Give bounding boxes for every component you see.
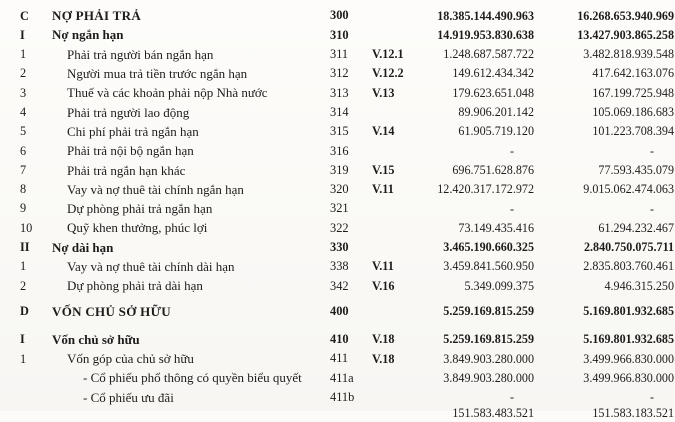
row-amount-beginning: 61.294.232.467 — [598, 220, 674, 235]
table-row — [0, 25, 675, 44]
table-row — [0, 257, 675, 276]
table-row — [0, 102, 675, 121]
table-row — [0, 301, 675, 320]
row-item-label: Vốn chủ sở hữu — [52, 331, 140, 347]
row-code: 411 — [330, 351, 349, 366]
table-row — [0, 160, 675, 179]
row-item-label: Quỹ khen thưởng, phúc lợi — [67, 220, 208, 236]
row-amount-ending: 3.849.903.280.000 — [443, 370, 534, 385]
row-code: 314 — [330, 104, 349, 119]
table-row — [0, 199, 675, 218]
row-index: D — [20, 303, 29, 318]
table-row — [0, 218, 675, 237]
row-item-label: Phải trả ngắn hạn khác — [67, 162, 186, 178]
row-code: 342 — [330, 278, 349, 293]
table-row — [0, 122, 675, 141]
table-row — [0, 276, 675, 295]
row-amount-ending: 3.459.841.560.950 — [443, 259, 534, 274]
row-item-label: - Cổ phiếu ưu đãi — [83, 389, 174, 405]
row-amount-ending: 696.751.628.876 — [452, 162, 534, 177]
row-code: 411b — [330, 390, 355, 405]
row-code: 400 — [330, 303, 349, 318]
row-amount-beginning: 16.268.653.940.969 — [577, 8, 674, 23]
row-index: 1 — [20, 47, 27, 62]
row-code: 330 — [330, 240, 349, 254]
row-code: 411a — [330, 370, 354, 385]
row-note-ref: V.18 — [372, 351, 395, 366]
row-code: 313 — [330, 85, 349, 100]
row-item-label: VỐN CHỦ SỞ HỮU — [52, 303, 171, 319]
row-index: 10 — [20, 220, 33, 235]
row-item-label: Vay và nợ thuê tài chính dài hạn — [67, 259, 235, 274]
row-note-ref: V.15 — [372, 162, 395, 177]
row-item-label: Người mua trả tiền trước ngắn hạn — [67, 66, 248, 82]
row-amount-ending: 89.906.201.142 — [458, 105, 534, 120]
row-index: 7 — [20, 162, 27, 177]
row-amount-beginning: 151.583.183.521 — [592, 405, 674, 420]
row-amount-beginning: 5.169.801.932.685 — [583, 332, 674, 347]
row-amount-ending: 5.349.099.375 — [464, 278, 534, 293]
row-item-label: NỢ PHẢI TRẢ — [52, 8, 142, 24]
row-amount-ending: 3.465.190.660.325 — [443, 240, 534, 255]
row-index: 1 — [20, 351, 27, 366]
row-amount-beginning: 4.946.315.250 — [604, 278, 674, 293]
row-amount-ending: - — [509, 143, 514, 158]
row-amount-ending: 73.149.435.416 — [458, 220, 534, 235]
row-item-label: Phải trả người lao động — [67, 104, 190, 120]
row-item-label: - Cổ phiếu phổ thông có quyền biểu quyết — [83, 370, 302, 386]
table-row — [0, 141, 675, 160]
row-code: 410 — [330, 332, 349, 347]
row-note-ref: V.13 — [372, 85, 395, 100]
row-amount-ending: 14.919.953.830.638 — [437, 27, 534, 42]
row-index: 9 — [20, 201, 27, 216]
row-code: 322 — [330, 220, 349, 235]
row-amount-ending: 18.385.144.490.963 — [437, 8, 534, 23]
row-index: I — [20, 27, 25, 42]
row-amount-ending: 5.259.169.815.259 — [443, 332, 534, 347]
row-amount-ending: - — [509, 390, 514, 405]
table-row — [0, 45, 675, 64]
row-item-label: Dự phòng phải trả dài hạn — [67, 278, 203, 294]
row-code: 316 — [330, 143, 349, 158]
row-index: 8 — [20, 182, 27, 197]
row-amount-ending: 179.623.651.048 — [452, 85, 534, 100]
balance-sheet-table — [0, 6, 675, 422]
row-amount-beginning: 77.593.435.079 — [598, 162, 674, 177]
row-amount-beginning: 417.642.163.076 — [592, 66, 674, 81]
row-index: 3 — [20, 85, 27, 100]
row-item-label: Chi phí phải trả ngắn hạn — [67, 123, 199, 139]
row-item-label: Nợ dài hạn — [52, 239, 114, 255]
row-code: 319 — [330, 162, 349, 177]
row-item-label: Nợ ngắn hạn — [52, 27, 124, 43]
row-amount-ending: 1.248.687.587.722 — [443, 47, 534, 62]
row-amount-ending: 5.259.169.815.259 — [443, 304, 534, 319]
row-amount-beginning: 2.835.803.760.461 — [583, 259, 674, 274]
row-index: 1 — [20, 259, 27, 274]
table-row — [0, 330, 675, 349]
row-amount-beginning: 105.069.186.683 — [592, 105, 674, 120]
row-index: I — [20, 332, 25, 347]
table-row — [0, 64, 675, 83]
row-note-ref: V.16 — [372, 278, 395, 293]
row-index: 5 — [20, 124, 27, 139]
row-amount-ending: 151.583.483.521 — [452, 405, 534, 420]
row-amount-beginning: - — [649, 143, 654, 158]
row-amount-beginning: 2.840.750.075.711 — [583, 240, 674, 255]
row-index: 2 — [20, 278, 27, 293]
row-amount-ending: 3.849.903.280.000 — [443, 351, 534, 366]
row-amount-beginning: - — [649, 390, 654, 405]
row-code: 315 — [330, 124, 349, 139]
row-note-ref: V.14 — [372, 124, 395, 139]
row-code: 300 — [330, 8, 349, 23]
row-amount-ending: 12.420.317.172.972 — [437, 182, 534, 197]
row-code: 310 — [330, 27, 349, 42]
row-note-ref: V.11 — [372, 182, 394, 197]
table-row — [0, 349, 675, 368]
row-code: 338 — [330, 259, 349, 274]
row-index: 6 — [20, 143, 27, 158]
row-code: 312 — [330, 66, 349, 81]
table-row — [0, 180, 675, 199]
row-index: II — [20, 240, 30, 255]
row-amount-beginning: 101.223.708.394 — [592, 124, 674, 139]
row-amount-beginning: 167.199.725.948 — [592, 85, 674, 100]
row-item-label: Vay và nợ thuê tài chính ngắn hạn — [67, 181, 244, 197]
row-amount-beginning: 3.499.966.830.000 — [583, 370, 674, 385]
row-note-ref: V.12.2 — [372, 66, 404, 81]
row-amount-ending: 61.905.719.120 — [458, 124, 534, 139]
table-row — [0, 403, 675, 422]
row-item-label: Dự phòng phải trả ngắn hạn — [67, 201, 213, 217]
row-amount-beginning: - — [649, 201, 654, 216]
table-row — [0, 6, 675, 25]
row-index: 4 — [20, 104, 27, 119]
row-item-label: Phải trả nội bộ ngắn hạn — [67, 143, 194, 159]
row-note-ref: V.11 — [372, 259, 394, 274]
row-item-label: Thuế và các khoản phải nộp Nhà nước — [67, 85, 268, 101]
row-amount-beginning: 5.169.801.932.685 — [583, 304, 674, 319]
row-amount-beginning: 13.427.903.865.258 — [577, 27, 674, 42]
row-code: 321 — [330, 201, 349, 216]
row-amount-beginning: 3.499.966.830.000 — [583, 351, 674, 366]
table-row — [0, 368, 675, 387]
row-item-label: Vốn góp của chủ sở hữu — [67, 351, 194, 367]
row-item-label: Phải trả người bán ngắn hạn — [67, 46, 214, 62]
row-note-ref: V.18 — [372, 332, 395, 347]
row-code: 311 — [330, 47, 349, 62]
row-code: 320 — [330, 182, 349, 197]
row-amount-ending: 149.612.434.342 — [452, 66, 534, 81]
row-index: 2 — [20, 66, 27, 81]
row-index: C — [20, 8, 29, 23]
row-amount-beginning: 3.482.818.939.548 — [583, 47, 674, 62]
table-row — [0, 238, 675, 257]
row-amount-ending: - — [509, 201, 514, 216]
row-note-ref: V.12.1 — [372, 47, 404, 62]
row-amount-beginning: 9.015.062.474.063 — [583, 182, 674, 197]
table-row — [0, 83, 675, 102]
